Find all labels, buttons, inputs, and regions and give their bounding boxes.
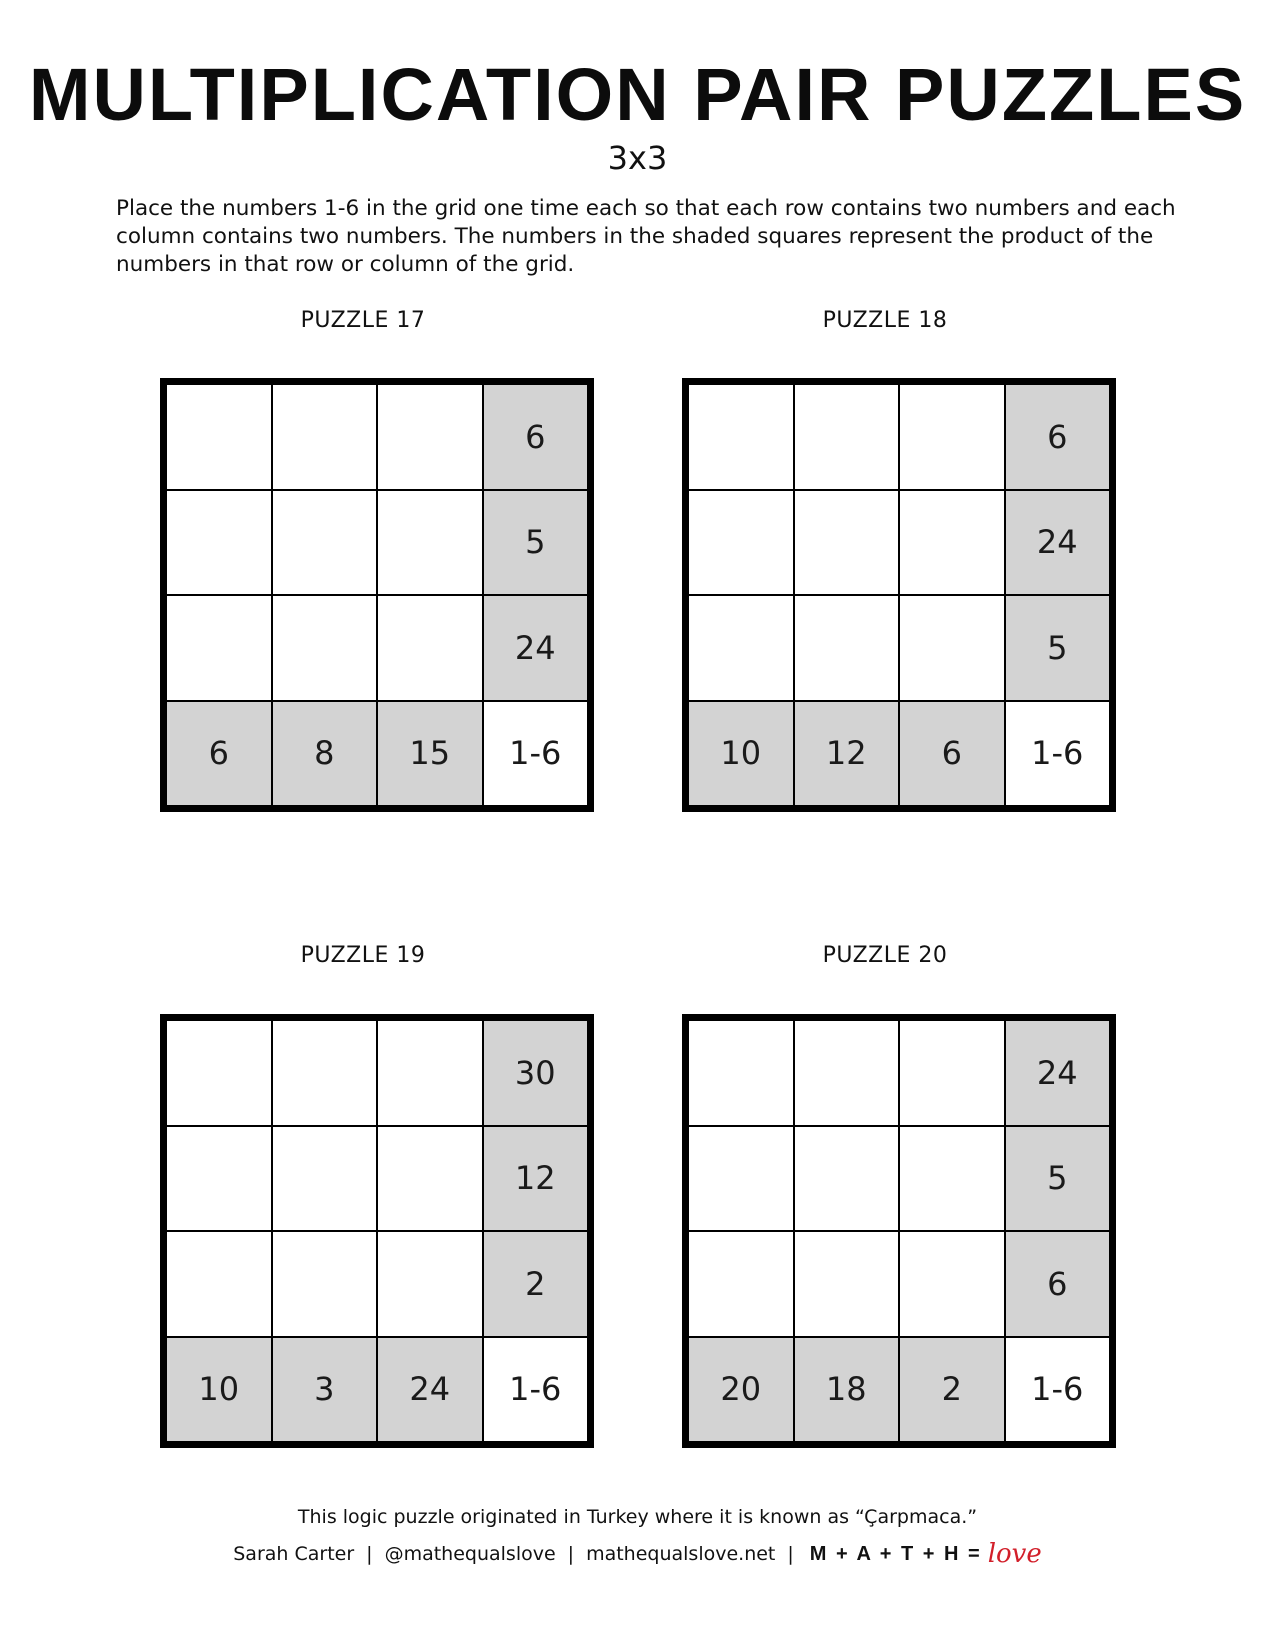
row-product-cell: 30	[484, 1021, 588, 1125]
answer-cell[interactable]	[795, 385, 899, 489]
row-product-cell: 24	[1006, 1021, 1110, 1125]
puzzle-label: PUZZLE 20	[822, 943, 948, 968]
column-product-cell: 6	[167, 702, 271, 806]
puzzle-grid	[682, 1014, 1116, 1448]
column-product-cell: 8	[273, 702, 377, 806]
answer-cell[interactable]	[378, 385, 482, 489]
answer-cell[interactable]	[900, 1127, 1004, 1231]
row-product-cell: 12	[484, 1127, 588, 1231]
answer-cell[interactable]	[378, 1127, 482, 1231]
answer-cell[interactable]	[795, 491, 899, 595]
column-product-cell: 24	[378, 1338, 482, 1442]
answer-cell[interactable]	[167, 1127, 271, 1231]
puzzle-grid	[160, 1014, 594, 1448]
column-product-cell: 18	[795, 1338, 899, 1442]
column-product-cell: 12	[795, 702, 899, 806]
answer-cell[interactable]	[378, 596, 482, 700]
number-range-cell: 1-6	[484, 702, 588, 806]
column-product-cell: 3	[273, 1338, 377, 1442]
puzzle-grid	[682, 378, 1116, 812]
answer-cell[interactable]	[273, 1232, 377, 1336]
origin-note: This logic puzzle originated in Turkey where it is known as “Çarpmaca.”	[297, 1506, 978, 1528]
answer-cell[interactable]	[273, 385, 377, 489]
answer-cell[interactable]	[167, 385, 271, 489]
footer-credits	[0, 1541, 1275, 1567]
answer-cell[interactable]	[167, 1232, 271, 1336]
column-product-cell: 10	[167, 1338, 271, 1442]
answer-cell[interactable]	[273, 596, 377, 700]
answer-cell[interactable]	[273, 491, 377, 595]
answer-cell[interactable]	[795, 1021, 899, 1125]
number-range-cell: 1-6	[1006, 1338, 1110, 1442]
answer-cell[interactable]	[689, 596, 793, 700]
column-product-cell: 6	[900, 702, 1004, 806]
answer-cell[interactable]	[689, 491, 793, 595]
website-link[interactable]: mathequalslove.net	[586, 1542, 776, 1565]
brand-logo-text: M + A + T + H =	[809, 1543, 982, 1565]
answer-cell[interactable]	[900, 1232, 1004, 1336]
author-name: Sarah Carter	[233, 1542, 355, 1565]
row-product-cell: 5	[1006, 1127, 1110, 1231]
answer-cell[interactable]	[167, 596, 271, 700]
page-title: MULTIPLICATION PAIR PUZZLES	[28, 53, 1247, 136]
separator: |	[787, 1542, 794, 1565]
answer-cell[interactable]	[378, 491, 482, 595]
answer-cell[interactable]	[689, 385, 793, 489]
column-product-cell: 20	[689, 1338, 793, 1442]
number-range-cell: 1-6	[484, 1338, 588, 1442]
row-product-cell: 5	[484, 491, 588, 595]
answer-cell[interactable]	[273, 1127, 377, 1231]
row-product-cell: 5	[1006, 596, 1110, 700]
column-product-cell: 10	[689, 702, 793, 806]
puzzle-label: PUZZLE 17	[300, 308, 426, 333]
separator: |	[567, 1542, 575, 1565]
social-handle[interactable]: @mathequalslove	[384, 1542, 556, 1565]
row-product-cell: 24	[484, 596, 588, 700]
answer-cell[interactable]	[795, 596, 899, 700]
row-product-cell: 24	[1006, 491, 1110, 595]
answer-cell[interactable]	[795, 1127, 899, 1231]
brand-logo-script: love	[987, 1539, 1042, 1569]
answer-cell[interactable]	[689, 1021, 793, 1125]
number-range-cell: 1-6	[1006, 702, 1110, 806]
answer-cell[interactable]	[689, 1232, 793, 1336]
answer-cell[interactable]	[795, 1232, 899, 1336]
instructions: Place the numbers 1-6 in the grid one time each so that each row contains two numbers and each column contains two numbers. The numbers in the shaded squares represent the product of the numbers in that row or column of the grid.	[116, 196, 1176, 277]
puzzle-label: PUZZLE 19	[300, 943, 426, 968]
row-product-cell: 2	[484, 1232, 588, 1336]
page-subtitle: 3x3	[607, 139, 668, 177]
answer-cell[interactable]	[167, 1021, 271, 1125]
answer-cell[interactable]	[273, 1021, 377, 1125]
separator: |	[366, 1542, 373, 1565]
answer-cell[interactable]	[378, 1021, 482, 1125]
answer-cell[interactable]	[167, 491, 271, 595]
puzzle-grid	[160, 378, 594, 812]
row-product-cell: 6	[484, 385, 588, 489]
row-product-cell: 6	[1006, 385, 1110, 489]
row-product-cell: 6	[1006, 1232, 1110, 1336]
answer-cell[interactable]	[378, 1232, 482, 1336]
answer-cell[interactable]	[900, 385, 1004, 489]
puzzle-label: PUZZLE 18	[822, 308, 948, 333]
answer-cell[interactable]	[689, 1127, 793, 1231]
column-product-cell: 15	[378, 702, 482, 806]
answer-cell[interactable]	[900, 491, 1004, 595]
answer-cell[interactable]	[900, 1021, 1004, 1125]
answer-cell[interactable]	[900, 596, 1004, 700]
column-product-cell: 2	[900, 1338, 1004, 1442]
